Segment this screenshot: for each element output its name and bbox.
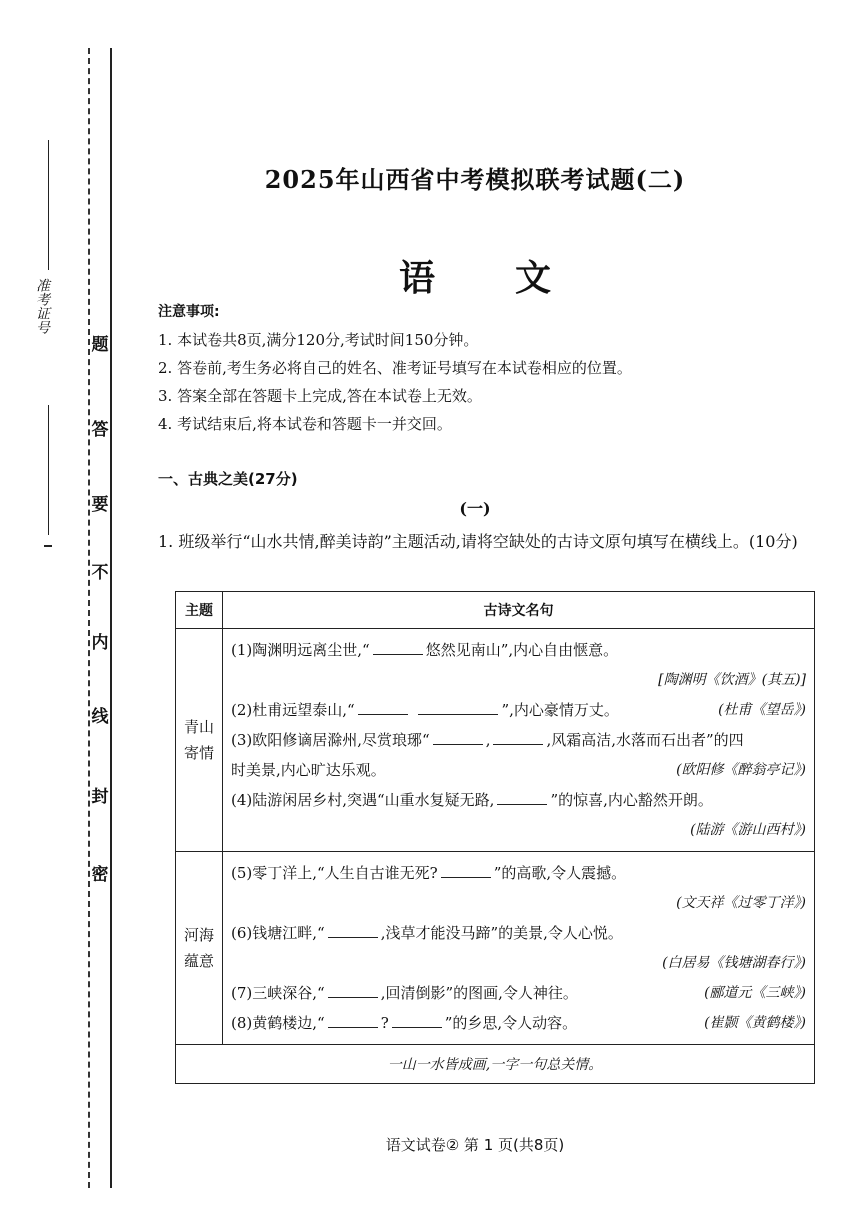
notice-item: 4. 考试结束后,将本试卷和答题卡一并交回。	[158, 415, 452, 433]
table-row	[176, 852, 815, 1045]
topic-cell: 青山寄情	[176, 629, 223, 852]
answer-blank[interactable]	[493, 726, 543, 745]
topic-cell: 河海蕴意	[176, 852, 223, 1045]
binding-dashed-line	[88, 48, 90, 1188]
source-citation: (崔颢《黄鹤楼》)	[704, 1015, 806, 1031]
answer-blank[interactable]	[328, 979, 378, 998]
source-citation: (郦道元《三峡》)	[704, 985, 806, 1001]
page-footer: 语文试卷② 第 1 页(共8页)	[385, 1136, 565, 1154]
source-citation: [陶渊明《饮酒》(其五)]	[658, 672, 806, 688]
exam-id-label: 准考证号	[34, 278, 50, 334]
answer-blank[interactable]	[433, 726, 483, 745]
seal-char: 密	[91, 865, 109, 885]
table-footer: 一山一水皆成画,一字一句总关情。	[176, 1045, 815, 1084]
answer-blank[interactable]	[328, 919, 378, 938]
source-citation: (白居易《钱塘湖春行》)	[662, 955, 806, 971]
source-citation: (文天祥《过零丁洋》)	[676, 895, 806, 911]
answer-blank[interactable]	[441, 859, 491, 878]
notice-block	[158, 298, 632, 438]
source-citation: (陆游《游山西村》)	[690, 822, 806, 838]
list-item: (6)钱塘江畔,“ ,浅草才能没马蹄”的美景,令人心悦。	[231, 918, 806, 948]
list-item: (3)欧阳修谪居滁州,尽赏琅琊“ , ,风霜高洁,水落而石出者”的四	[231, 725, 806, 755]
subject-title: 语文	[398, 257, 631, 299]
list-item: (5)零丁洋上,“人生自古谁无死? ”的高歌,令人震撼。	[231, 858, 806, 888]
question-1: 1. 班级举行“山水共情,醉美诗韵”主题活动,请将空缺处的古诗文原句填写在横线上。(10分)	[158, 532, 798, 551]
list-item: (2)杜甫远望泰山,“ ”,内心豪情万丈。 (杜甫《望岳》)	[231, 695, 806, 725]
binding-solid-line	[110, 48, 112, 1188]
id-dash-mark	[44, 545, 52, 547]
poem-table	[175, 591, 815, 1084]
seal-char: 不	[91, 563, 109, 583]
seal-char: 封	[91, 787, 109, 807]
source-citation: (杜甫《望岳》)	[718, 702, 806, 718]
id-write-line-top	[48, 140, 49, 270]
table-header-row	[176, 592, 815, 629]
list-item: (1)陶渊明远离尘世,“ 悠然见南山”,内心自由惬意。	[231, 635, 806, 665]
exam-title: 2025年山西省中考模拟联考试题(二)	[264, 165, 686, 194]
notice-item: 3. 答案全部在答题卡上完成,答在本试卷上无效。	[158, 387, 482, 405]
items-cell	[223, 852, 815, 1045]
answer-blank[interactable]	[497, 786, 547, 805]
answer-blank[interactable]	[392, 1009, 442, 1028]
answer-blank[interactable]	[358, 696, 408, 715]
header-topic: 主题	[176, 592, 223, 629]
list-item: (7)三峡深谷,“ ,回清倒影”的图画,令人神往。 (郦道元《三峡》)	[231, 978, 806, 1008]
id-write-line-bottom	[48, 405, 49, 535]
section-title: 一、古典之美(27分)	[158, 470, 298, 488]
seal-char: 题	[91, 335, 109, 355]
list-item-cont: 时美景,内心旷达乐观。 (欧阳修《醉翁亭记》)	[231, 755, 806, 785]
seal-char: 线	[91, 707, 109, 727]
answer-blank[interactable]	[328, 1009, 378, 1028]
part-title: (一)	[459, 499, 491, 518]
notice-heading: 注意事项:	[158, 304, 220, 320]
items-cell	[223, 629, 815, 852]
list-item: (8)黄鹤楼边,“ ? ”的乡思,令人动容。 (崔颢《黄鹤楼》)	[231, 1008, 806, 1038]
seal-char: 答	[91, 420, 109, 440]
table-row	[176, 629, 815, 852]
header-content: 古诗文名句	[223, 592, 815, 629]
seal-char: 要	[91, 495, 109, 515]
notice-item: 2. 答卷前,考生务必将自己的姓名、准考证号填写在本试卷相应的位置。	[158, 359, 632, 377]
list-item: (4)陆游闲居乡村,突遇“山重水复疑无路, ”的惊喜,内心豁然开朗。	[231, 785, 806, 815]
table-footer-row	[176, 1045, 815, 1084]
notice-item: 1. 本试卷共8页,满分120分,考试时间150分钟。	[158, 331, 479, 349]
answer-blank[interactable]	[373, 636, 423, 655]
seal-char: 内	[91, 633, 109, 653]
answer-blank[interactable]	[418, 696, 498, 715]
source-citation: (欧阳修《醉翁亭记》)	[676, 762, 806, 778]
